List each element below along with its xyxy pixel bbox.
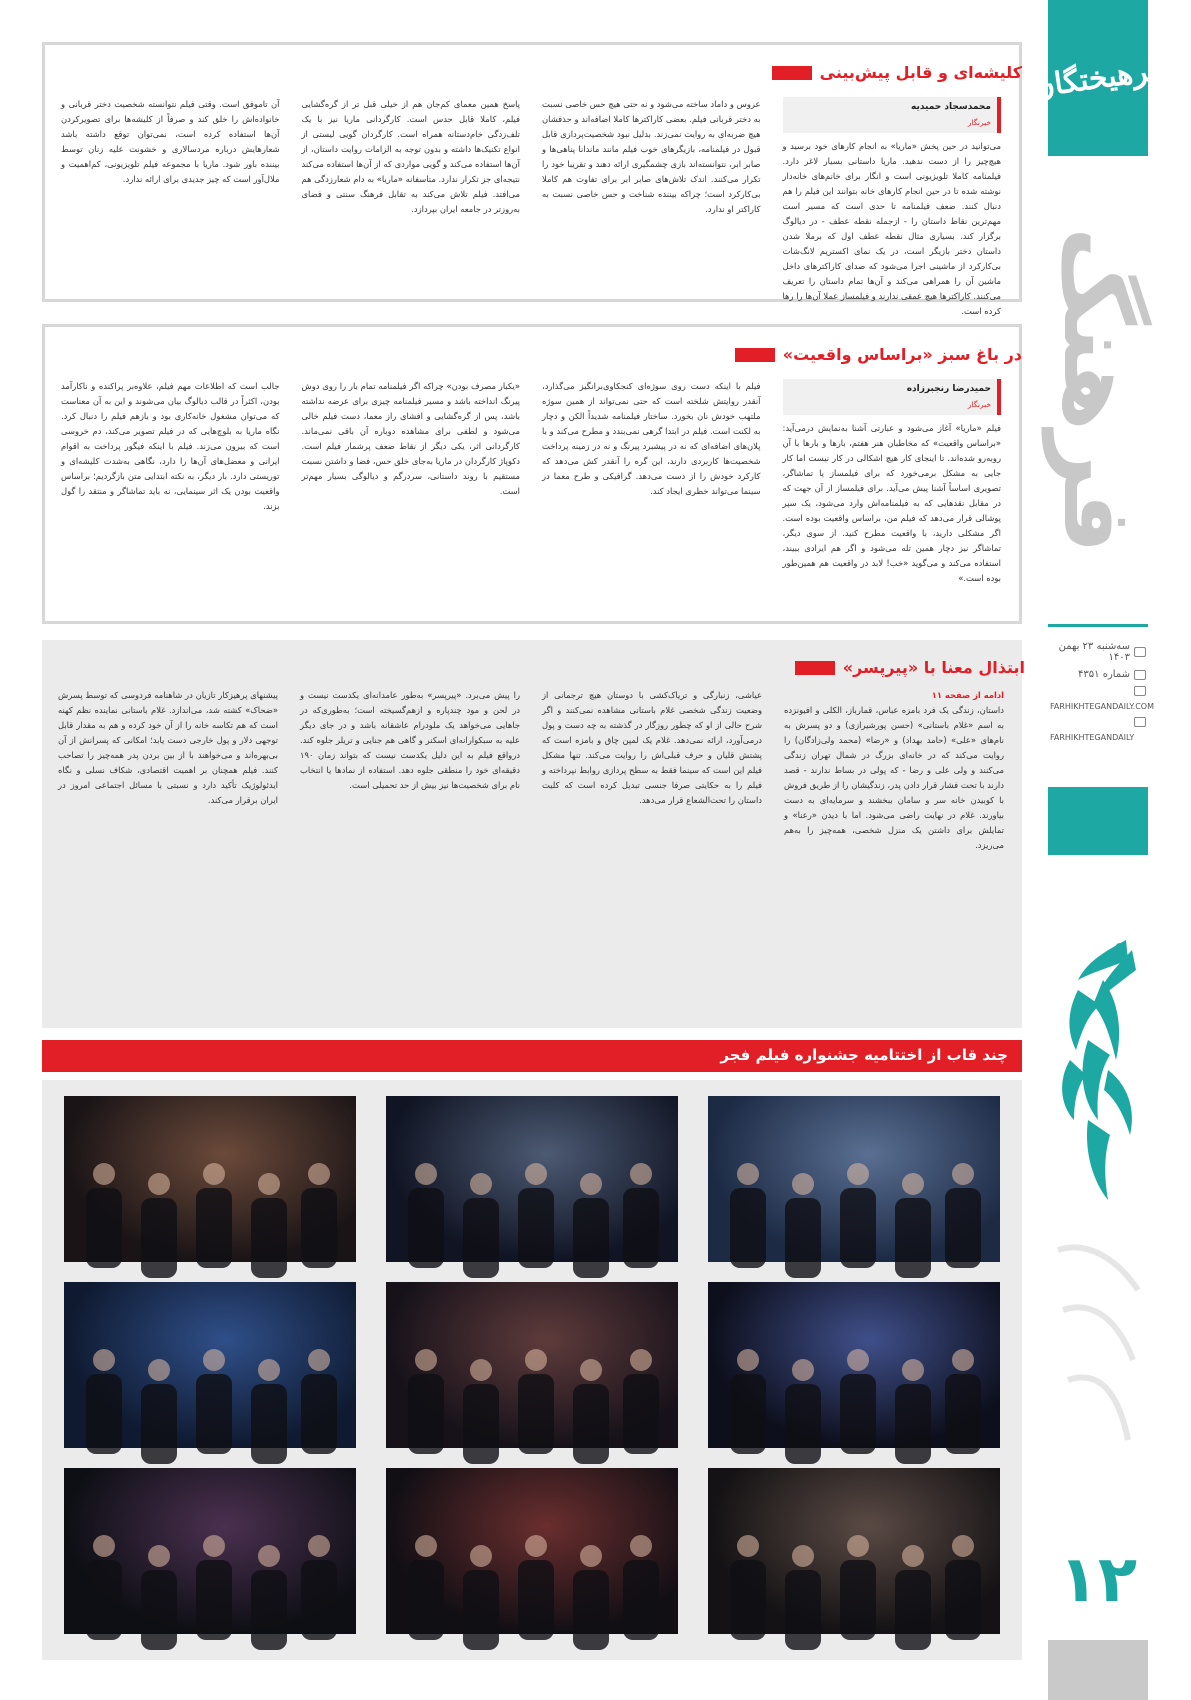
gallery-photo[interactable] [386, 1468, 678, 1634]
headline-marker [795, 661, 835, 675]
people-silhouettes [386, 1096, 678, 1262]
headline-marker [772, 66, 812, 80]
globe-icon [1134, 686, 1146, 696]
article-3-col-2: عیاشی، زنبارگی و تریاک‌کشی با دوستان هیچ ترجمانی از وضعیت زندگی شخصی غلام باستانی مشاهده نمی‌کنند و اگر شرح حالی از او که چطور روزگار در گذشته به چه دست و پول درمی‌آورد، ارائه نمی‌دهد. غلام یک لمپن چاق و بامزه است که پشتش قلیان و حرف قبلی‌اش را روایت می‌کند. تنها مشکل فیلم این است که سینما فقط به سطح پردازی روابط نپرداخته و فیلم را به حکایتی صرفا جنسی تبدیل کرده است که کلیت داستان را تحت‌الشعاع قرار می‌دهد. [542, 690, 762, 805]
gallery-photo[interactable] [386, 1096, 678, 1262]
article-3-col-3: را پیش می‌برد. «پیرپسر» به‌طور عامدانه‌ای یکدست نیست و در لحن و مود چندپاره و ازهم‌گسیخته است؛ به‌طوری‌که در جاهایی می‌خواهد یک ملودرام عاشقانه باشد و در جای دیگر علیه به سبکوارانه‌ای اسکنر و گاهی هم جنایی و تریلر جلوه کند. درواقع فیلم به این دلیل یکدست نیست که بتواند زمان ۱۹۰ دقیقه‌ای خود را منطقی جلوه دهد. استفاده از نمادها یا انتخاب نام برای شخصیت‌ها نیز بیش از حد تحمیلی است. [300, 690, 520, 790]
website-link[interactable]: FARHIKHTEGANDAILY.COM [1050, 702, 1154, 711]
people-silhouettes [64, 1468, 356, 1634]
section-label-text: فرهنگ [1042, 226, 1154, 554]
issue-info [1048, 624, 1154, 784]
article-1-columns [61, 97, 1001, 316]
simorgh-logo-icon [1048, 920, 1148, 1520]
people-silhouettes [64, 1096, 356, 1262]
people-silhouettes [708, 1096, 1000, 1262]
article-2-col-2: فیلم با اینکه دست روی سوژه‌ای کنجکاوی‌برانگیز می‌گذارد، آنقدر روایتش شلخته است که حتی نمی‌تواند از همین سوژه ملتهب خودش نان بخورد. ساختار فیلمنامه شدیداً الکن و دچار به لکنت است. فیلم در ابتدا گرهی نمی‌بندد و مطرح می‌کند و با پلان‌های اضافه‌ای که نه در پیشبرد پیرنگ و نه در زمینه پرداخت شخصیت‌ها کاربردی دارند، این گره را آنقدر کش می‌دهد که کارکرد خودش را از دست می‌دهد. گرافیکی و طرح معما در سینما می‌تواند خطری ایجاد کند. [542, 381, 761, 496]
gallery-photo[interactable] [708, 1096, 1000, 1262]
continuation-note[interactable]: ادامه از صفحه ۱۱ [931, 690, 1004, 700]
article-2-col-4: جالب است که اطلاعات مهم فیلم، علاوه‌بر پراکنده و ناکارآمد بودن، اکثراً در قالب دیالوگ بیان می‌شوند و این به آن معناست که می‌توان مشغول خانه‌کاری بود و بازهم فیلم را دنبال کرد. نگاه ماریا به بلوچ‌هایی که در فیلم تصویر می‌کند، دم خروسی است که بیرون می‌زند. فیلم با اینکه فیگور پرداخت به اقوام ایرانی و معضل‌های آن‌ها را دارد، نگاهی به‌شدت کلیشه‌ای و توریستی دارد. بار دیگر، به نکته ابتدایی متن بازگردیم؛ براساس واقعیت بودن یک اثر سینمایی، نه باید تماشاگر و منتقد را گول بزند. [61, 381, 280, 511]
article-3-col-4: پیشنهای پرهیزکار تازیان در شاهنامه فردوسی که توسط پسرش «ضحاک» کشته شد، می‌اندازد. غلام باستانی نماینده نظم کهنه است که هم تکاسه خانه را از آن خود کرده و هم به مقدار قابل توجهی دلار و پول خارجی دست یابد؛ امکانی که پسرانش از آن بی‌بهره‌اند و می‌خواهند با از بین بردن پدر همه‌چیز را تصاحب کنند. فیلم همچنان بر اهمیت اقتصادی، شکاف نسلی و نگاه ایدئولوژیک تأکید دارد و نسبتی با مسائل اجتماعی امروز در ایران برقرار می‌کند. [58, 690, 278, 805]
decorative-strip [1048, 787, 1148, 855]
page-number: ۱۲ [1058, 1543, 1138, 1617]
article-1 [42, 42, 1022, 316]
article-3-columns [58, 688, 1004, 1014]
gallery-header [42, 1040, 1022, 1072]
article-1-headline [772, 63, 1022, 82]
article-1-col-3: پاسخ همین معمای کم‌جان هم از خیلی قبل تر از گره‌گشایی فیلم، کاملا قابل حدس است. کارگردانی ماریا نیز با یک تلف‌زدگی خام‌دستانه همراه است. کارگردان گویی لیستی از انواع تکنیک‌ها داشته و بدون توجه به الزامات روایت داستان، از آن‌ها استفاده می‌کند و گویی مواردی که از آن‌ها استفاده می‌کند نتیجه‌ای جز تکرار ندارد. متاسفانه «ماریا» به دام شعارزدگی هم می‌افتد. فیلم تلاش می‌کند به تقابل فرهنگ سنتی و فضای به‌روزتر در جامعه ایران بپردازد. [301, 99, 520, 214]
gallery-photo[interactable] [708, 1468, 1000, 1634]
brand-name: فرهیختگان [1030, 51, 1166, 105]
people-silhouettes [386, 1282, 678, 1448]
article-1-col-2: عروس و داماد ساخته می‌شود و نه حتی هیچ حس خاصی نسبت به دختر قربانی فیلم. بعضی کاراکترها کاملا اضافه‌اند و حذفشان هیچ ضربه‌ای به روایت نمی‌زند. بدلیل نبود شخصیت‌پردازی قابل قبول در فیلمنامه، بازیگرهای خوب فیلم مانند ماندانا پناهی‌ها و صابر ابر، نتوانسته‌اند بازی چشمگیری ارائه دهند و تقریبا خود را تکرار می‌کنند. اندک تلاش‌های صابر ابر برای تفاوت هم کاملا بی‌کارکرد است؛ چراکه بیننده شناخت و حس خاصی نسبت به کاراکتر او ندارد. [542, 99, 761, 214]
social-row[interactable] [1050, 717, 1146, 727]
author-role: خبرنگار [967, 400, 991, 409]
article-1-text-1: می‌توانید در حین پخش «ماریا» به انجام کارهای خود برسید و هیچ‌چیز را از دست ندهید. ماریا داستانی بسیار لاغر دارد. فیلمنامه کاملا تلویزیونی است و انگار برای خانم‌های خانه‌دار نوشته شده تا در حین انجام کارهای خانه بتوانند این فیلم را هم دنبال کنند. ضعف فیلمنامه تا حدی است که مسیر است مهم‌ترین نقاط داستان را - ازجمله نقطه عطف - در دیالوگ برگزار کند. بسیاری مثال نقطه عطف اول که برملا شدن داستان دختر بازیگر است، در یک نمای اکستریم لانگ‌شات بی‌کارکرد از ماشینی اجرا می‌شود که صدای کاراکترهای داخل ماشین آن را همراهی می‌کند و آن‌ها تمام داستان را تعریف می‌کنند. کاراکترها هیچ عمقی ندارند و فیلمساز عملا آن‌ها را رها کرده است. [782, 141, 1001, 316]
newspaper-icon [1134, 670, 1146, 680]
gallery-title: چند قاب از اختتامیه جشنواره فیلم فجر [720, 1046, 1008, 1064]
website-row[interactable] [1050, 686, 1146, 696]
article-1-col-1 [782, 97, 1002, 316]
people-silhouettes [64, 1282, 356, 1448]
gallery-photo[interactable] [64, 1282, 356, 1448]
article-2-title: در باغ سبز «براساس واقعیت» [782, 345, 1022, 364]
article-3-text-1: داستان، زندگی یک فرد بامزه عباس، قمارباز، الکلی و افیونزده به اسم «غلام باستانی» (حسن پورشیرازی) و دو پسرش به نام‌های «علی» (حامد بهداد) و «رضا» (محمد ولی‌زادگان) را روایت می‌کند که در خانه‌ای بزرگ در شمال تهران زندگی می‌کنند و ولی علی و رضا - که پولی در بساط ندارند - قصد دارند با تحت فشار قرار دادن پدر، زندگیشان را از طریق فروش با کوبیدن خانه سر و سامان ببخشند و سرمایه‌ای به دست بیاورند. غلام در نهایت راضی می‌شود. اما با دیدن «رعنا» و تمایلش برای داشتن یک منزل شخصی، همه‌چیز را به‌هم می‌ریزد. [784, 705, 1004, 850]
author-byline [783, 379, 1002, 415]
calendar-icon [1134, 647, 1146, 657]
article-3 [42, 640, 1025, 1028]
people-silhouettes [708, 1282, 1000, 1448]
issue-date-text: سه‌شنبه ۲۳ بهمن ۱۴۰۳ [1058, 641, 1130, 663]
brand-logo[interactable] [1030, 0, 1166, 156]
photo-gallery [42, 1080, 1022, 1660]
article-1-title: کلیشه‌ای‌ و قابل‌ پیش‌بینی [819, 63, 1022, 82]
gallery-photo[interactable] [64, 1096, 356, 1262]
article-1-col-4: آن تاموفق است. وقتی فیلم نتوانسته شخصیت دختر قربانی و خانواده‌اش را خلق کند و صرفاً از کلیشه‌ها برای تصویرکردن آن‌ها استفاده کرده است، نمی‌توان توقع داشته باشد شعارهایش درباره مردسالاری و خشونت علیه زنان توسط بیننده باور شود. ماریا با مجموعه فیلم تلویزیونی، کم‌اهمیت و ملال‌آور است که چیز جدیدی برای ارائه ندارد. [61, 99, 280, 184]
author-name: محمدسجاد حمیدیه [911, 102, 991, 112]
headline-marker [735, 348, 775, 362]
author-byline [783, 97, 1002, 133]
author-name: حمیدرضا رنجبرزاده [906, 384, 991, 394]
social-handle[interactable]: FARHIKHTEGANDAILY [1050, 733, 1135, 742]
social-icon [1134, 717, 1146, 727]
article-2-columns [61, 379, 1001, 607]
article-2-col-3: «یکبار مصرف بودن» چراکه اگر فیلمنامه تمام بار را روی دوش پیرنگ انداخته باشد و مسیر فیلمنامه چیزی برای عرضه نداشته باشد، پس از گره‌گشایی و افشای راز معما، دست فیلم خالی می‌شود و لطفی برای مشاهده دوباره آن باقی نمی‌ماند. کارگردانی اثر، یکی دیگر از نقاط ضعف پرشمار فیلم است. دکوپاژ کارگردان در ماریا به‌جای خلق حس، فضا و داشتن نسبت مستقیم با روند داستانی، سردرگم و دیالوگی بسیار مهم‌تر است. [301, 381, 520, 496]
page-sidebar [1030, 0, 1166, 1700]
issue-number-text: شماره ۴۳۵۱ [1078, 669, 1130, 680]
article-3-title: ابتذال معنا با «پیرپسر» [842, 658, 1025, 677]
gallery-photo[interactable] [708, 1282, 1000, 1448]
decorative-footer-block [1048, 1640, 1148, 1700]
people-silhouettes [386, 1468, 678, 1634]
people-silhouettes [708, 1468, 1000, 1634]
section-label [1042, 170, 1154, 610]
article-2-headline [735, 345, 1022, 364]
author-role: خبرنگار [967, 118, 991, 127]
article-2-text-1: فیلم «ماریا» آغاز می‌شود و عبارتی آشنا به‌نمایش درمی‌آید: «براساس واقعیت» که مخاطبان هنر هفتم، بارها و بارها با آن روبه‌رو شده‌اند. تا اینجای کار هیچ اشکالی در کار نیست اما کار جایی به مشکل برمی‌خورد که برای فیلمساز یا تماشاگر، تصویری اساساً آشنا پیش می‌آید. برای فیلمساز از آن جهت که در مقابل نقدهایی که به فیلمنامه‌اش وارد می‌شود، یک سپر پوشالی قرار می‌دهد که فیلم من، براساس واقعیت بوده است. اگر مشکلی دارید، با واقعیت مطرح کنید. از سوی دیگر، تماشاگر نیز دچار همین تله می‌شود و اگر هم ایرادی ببیند، استفاده می‌کند و می‌گوید «خب! لابد در واقعیت هم همین‌طور بوده است.» [782, 423, 1001, 583]
article-3-headline [795, 658, 1025, 677]
gallery-photo[interactable] [64, 1468, 356, 1634]
article-2-col-1 [783, 379, 1002, 607]
article-2 [42, 324, 1022, 624]
issue-date [1050, 641, 1146, 663]
article-3-col-1 [784, 688, 1004, 1014]
gallery-photo[interactable] [386, 1282, 678, 1448]
issue-number [1050, 669, 1146, 680]
